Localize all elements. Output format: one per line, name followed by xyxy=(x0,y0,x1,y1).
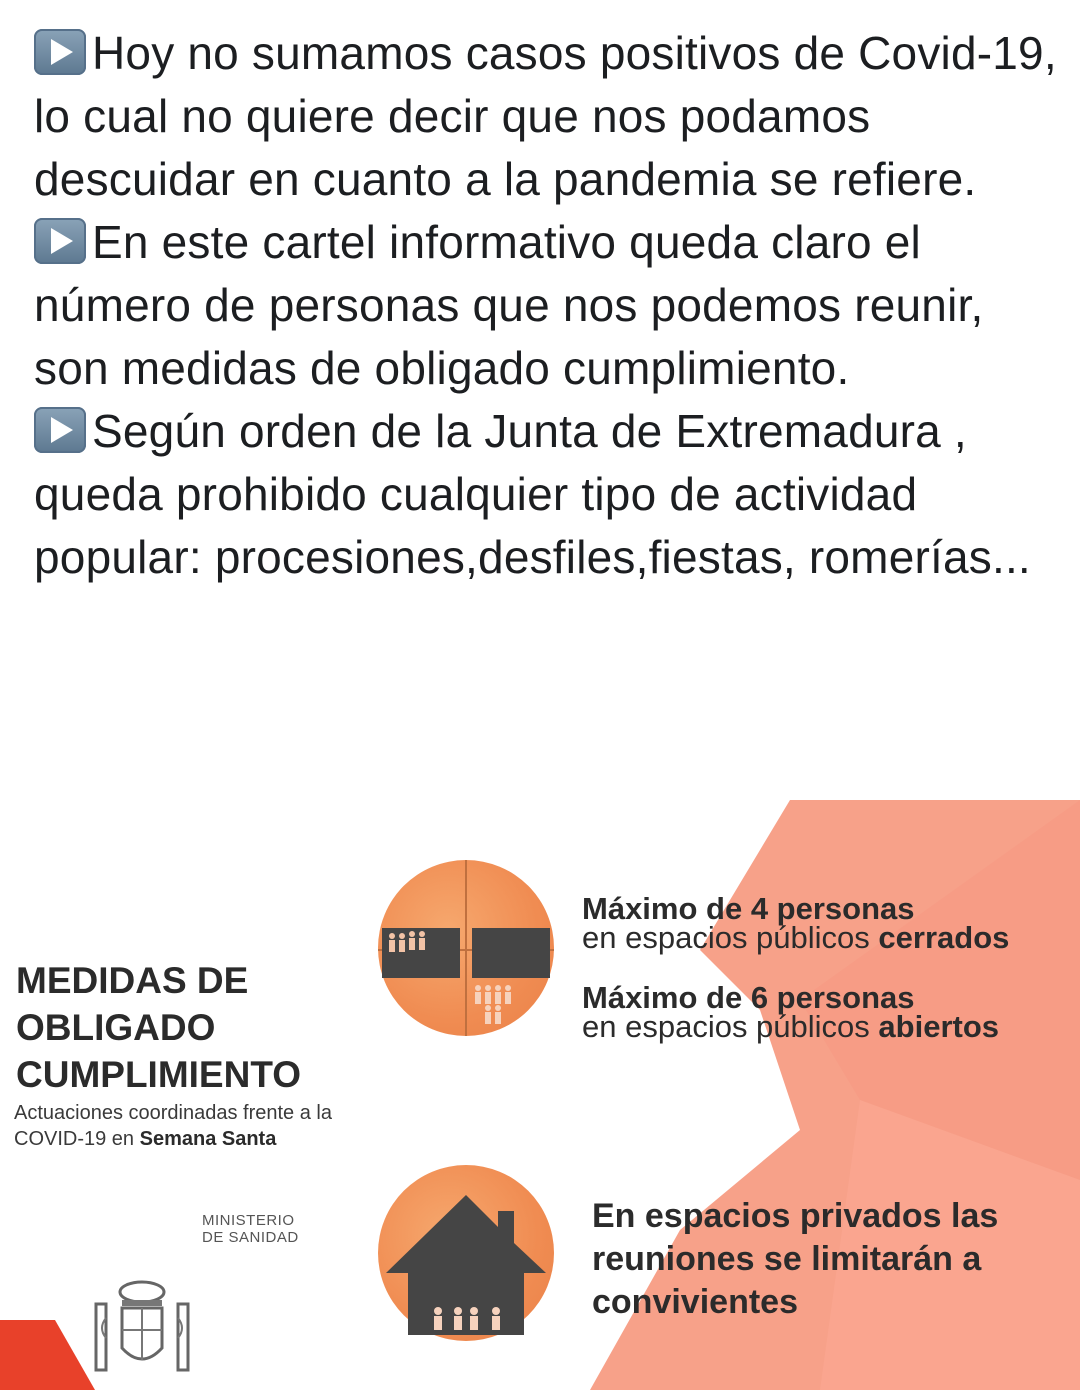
poster-title: MEDIDAS DE OBLIGADO CUMPLIMIENTO xyxy=(16,960,302,1095)
house-circle-icon xyxy=(378,1165,554,1341)
rule-max-4-indoor: Máximo de 4 personas en espacios públicos cerrados xyxy=(582,891,1010,955)
play-button-emoji-icon xyxy=(34,218,86,264)
rule-max-6-outdoor: Máximo de 6 personas en espacios públicos abiertos xyxy=(582,980,1000,1044)
play-button-emoji-icon xyxy=(34,29,86,75)
coat-of-arms-icon xyxy=(92,1278,192,1383)
post-paragraph-3: Según orden de la Junta de Extremadura , queda prohibido cualquier tipo de actividad popular: procesiones,desfiles,fiestas, romerías... xyxy=(34,405,1031,583)
house-icon xyxy=(378,1165,554,1341)
post-paragraph-2: En este cartel informativo queda claro el número de personas que nos podemos reunir, son medidas de obligado cumplimiento. xyxy=(34,216,984,394)
public-spaces-icon xyxy=(378,860,554,1036)
rule-private-spaces: En espacios privados las reuniones se limitarán a convivientes xyxy=(592,1197,999,1321)
poster-subtitle: Actuaciones coordinadas frente a la COVID-19 en Semana Santa xyxy=(14,1102,332,1150)
post-text xyxy=(34,22,1064,589)
play-button-emoji-icon xyxy=(34,407,86,453)
ministry-label: MINISTERIO DE SANIDAD xyxy=(202,1212,299,1246)
gathering-circle-icon xyxy=(378,860,554,1036)
post-paragraph-1: Hoy no sumamos casos positivos de Covid-19, lo cual no quiere decir que nos podamos descuidar en cuanto a la pandemia se refiere. xyxy=(34,27,1057,205)
